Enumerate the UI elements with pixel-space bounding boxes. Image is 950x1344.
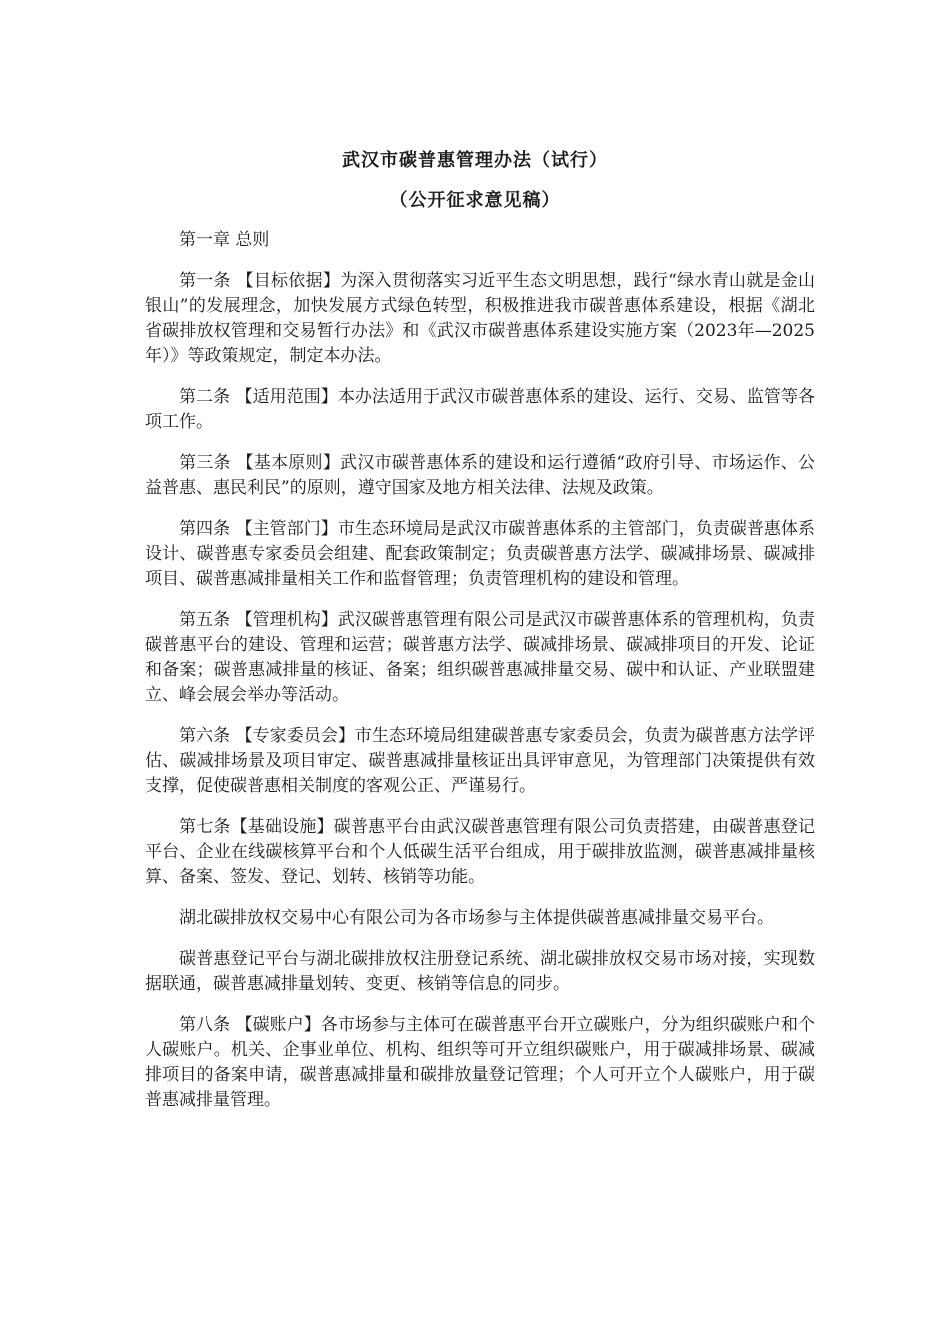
article-8: 第八条 【碳账户】各市场参与主体可在碳普惠平台开立碳账户，分为组织碳账户和个人碳账户。机关、企事业单位、机构、组织等可开立组织碳账户，用于碳减排场景、碳减排项目的备案申请，碳普惠减排量和碳排放量登记管理；个人可开立个人碳账户，用于碳普惠减排量管理。	[145, 1015, 815, 1110]
chapter-heading: 第一章 总则	[179, 230, 270, 250]
article-2: 第二条 【适用范围】本办法适用于武汉市碳普惠体系的建设、运行、交易、监管等各项工作。	[145, 387, 815, 432]
article-4: 第四条 【主管部门】市生态环境局是武汉市碳普惠体系的主管部门，负责碳普惠体系设计、碳普惠专家委员会组建、配套政策制定；负责碳普惠方法学、碳减排场景、碳减排项目、碳普惠减排量相关工作和监督管理；负责管理机构的建设和管理。	[145, 519, 815, 589]
article-6: 第六条 【专家委员会】市生态环境局组建碳普惠专家委员会，负责为碳普惠方法学评估、碳减排场景及项目审定、碳普惠减排量核证出具评审意见，为管理部门决策提供有效支撑，促使碳普惠相关制度的客观公正、严谨易行。	[145, 726, 815, 796]
document-subtitle: （公开征求意见稿）	[389, 190, 561, 211]
article-7-paragraph-2: 湖北碳排放权交易中心有限公司为各市场参与主体提供碳普惠减排量交易平台。	[179, 908, 774, 928]
article-5: 第五条 【管理机构】武汉碳普惠管理有限公司是武汉市碳普惠体系的管理机构，负责碳普惠平台的建设、管理和运营；碳普惠方法学、碳减排场景、碳减排项目的开发、论证和备案；碳普惠减排量的核证、备案；组织碳普惠减排量交易、碳中和认证、产业联盟建立、峰会展会举办等活动。	[145, 610, 815, 705]
article-7-paragraph-3: 碳普惠登记平台与湖北碳排放权注册登记系统、湖北碳排放权交易市场对接，实现数据联通，碳普惠减排量划转、变更、核销等信息的同步。	[145, 949, 815, 994]
article-3: 第三条 【基本原则】武汉市碳普惠体系的建设和运行遵循“政府引导、市场运作、公益普惠、惠民利民”的原则，遵守国家及地方相关法律、法规及政策。	[145, 453, 815, 498]
document-body	[145, 228, 815, 1129]
article-7: 第七条【基础设施】碳普惠平台由武汉碳普惠管理有限公司负责搭建，由碳普惠登记平台、企业在线碳核算平台和个人低碳生活平台组成，用于碳排放监测，碳普惠减排量核算、备案、签发、登记、划转、核销等功能。	[145, 817, 815, 887]
document-title: 武汉市碳普惠管理办法（试行）	[342, 150, 608, 171]
article-1: 第一条 【目标依据】为深入贯彻落实习近平生态文明思想，践行“绿水青山就是金山银山”的发展理念，加快发展方式绿色转型，积极推进我市碳普惠体系建设，根据《湖北省碳排放权管理和交易暂行办法》和《武汉市碳普惠体系建设实施方案（2023年—2025年）》等政策规定，制定本办法。	[145, 271, 815, 366]
